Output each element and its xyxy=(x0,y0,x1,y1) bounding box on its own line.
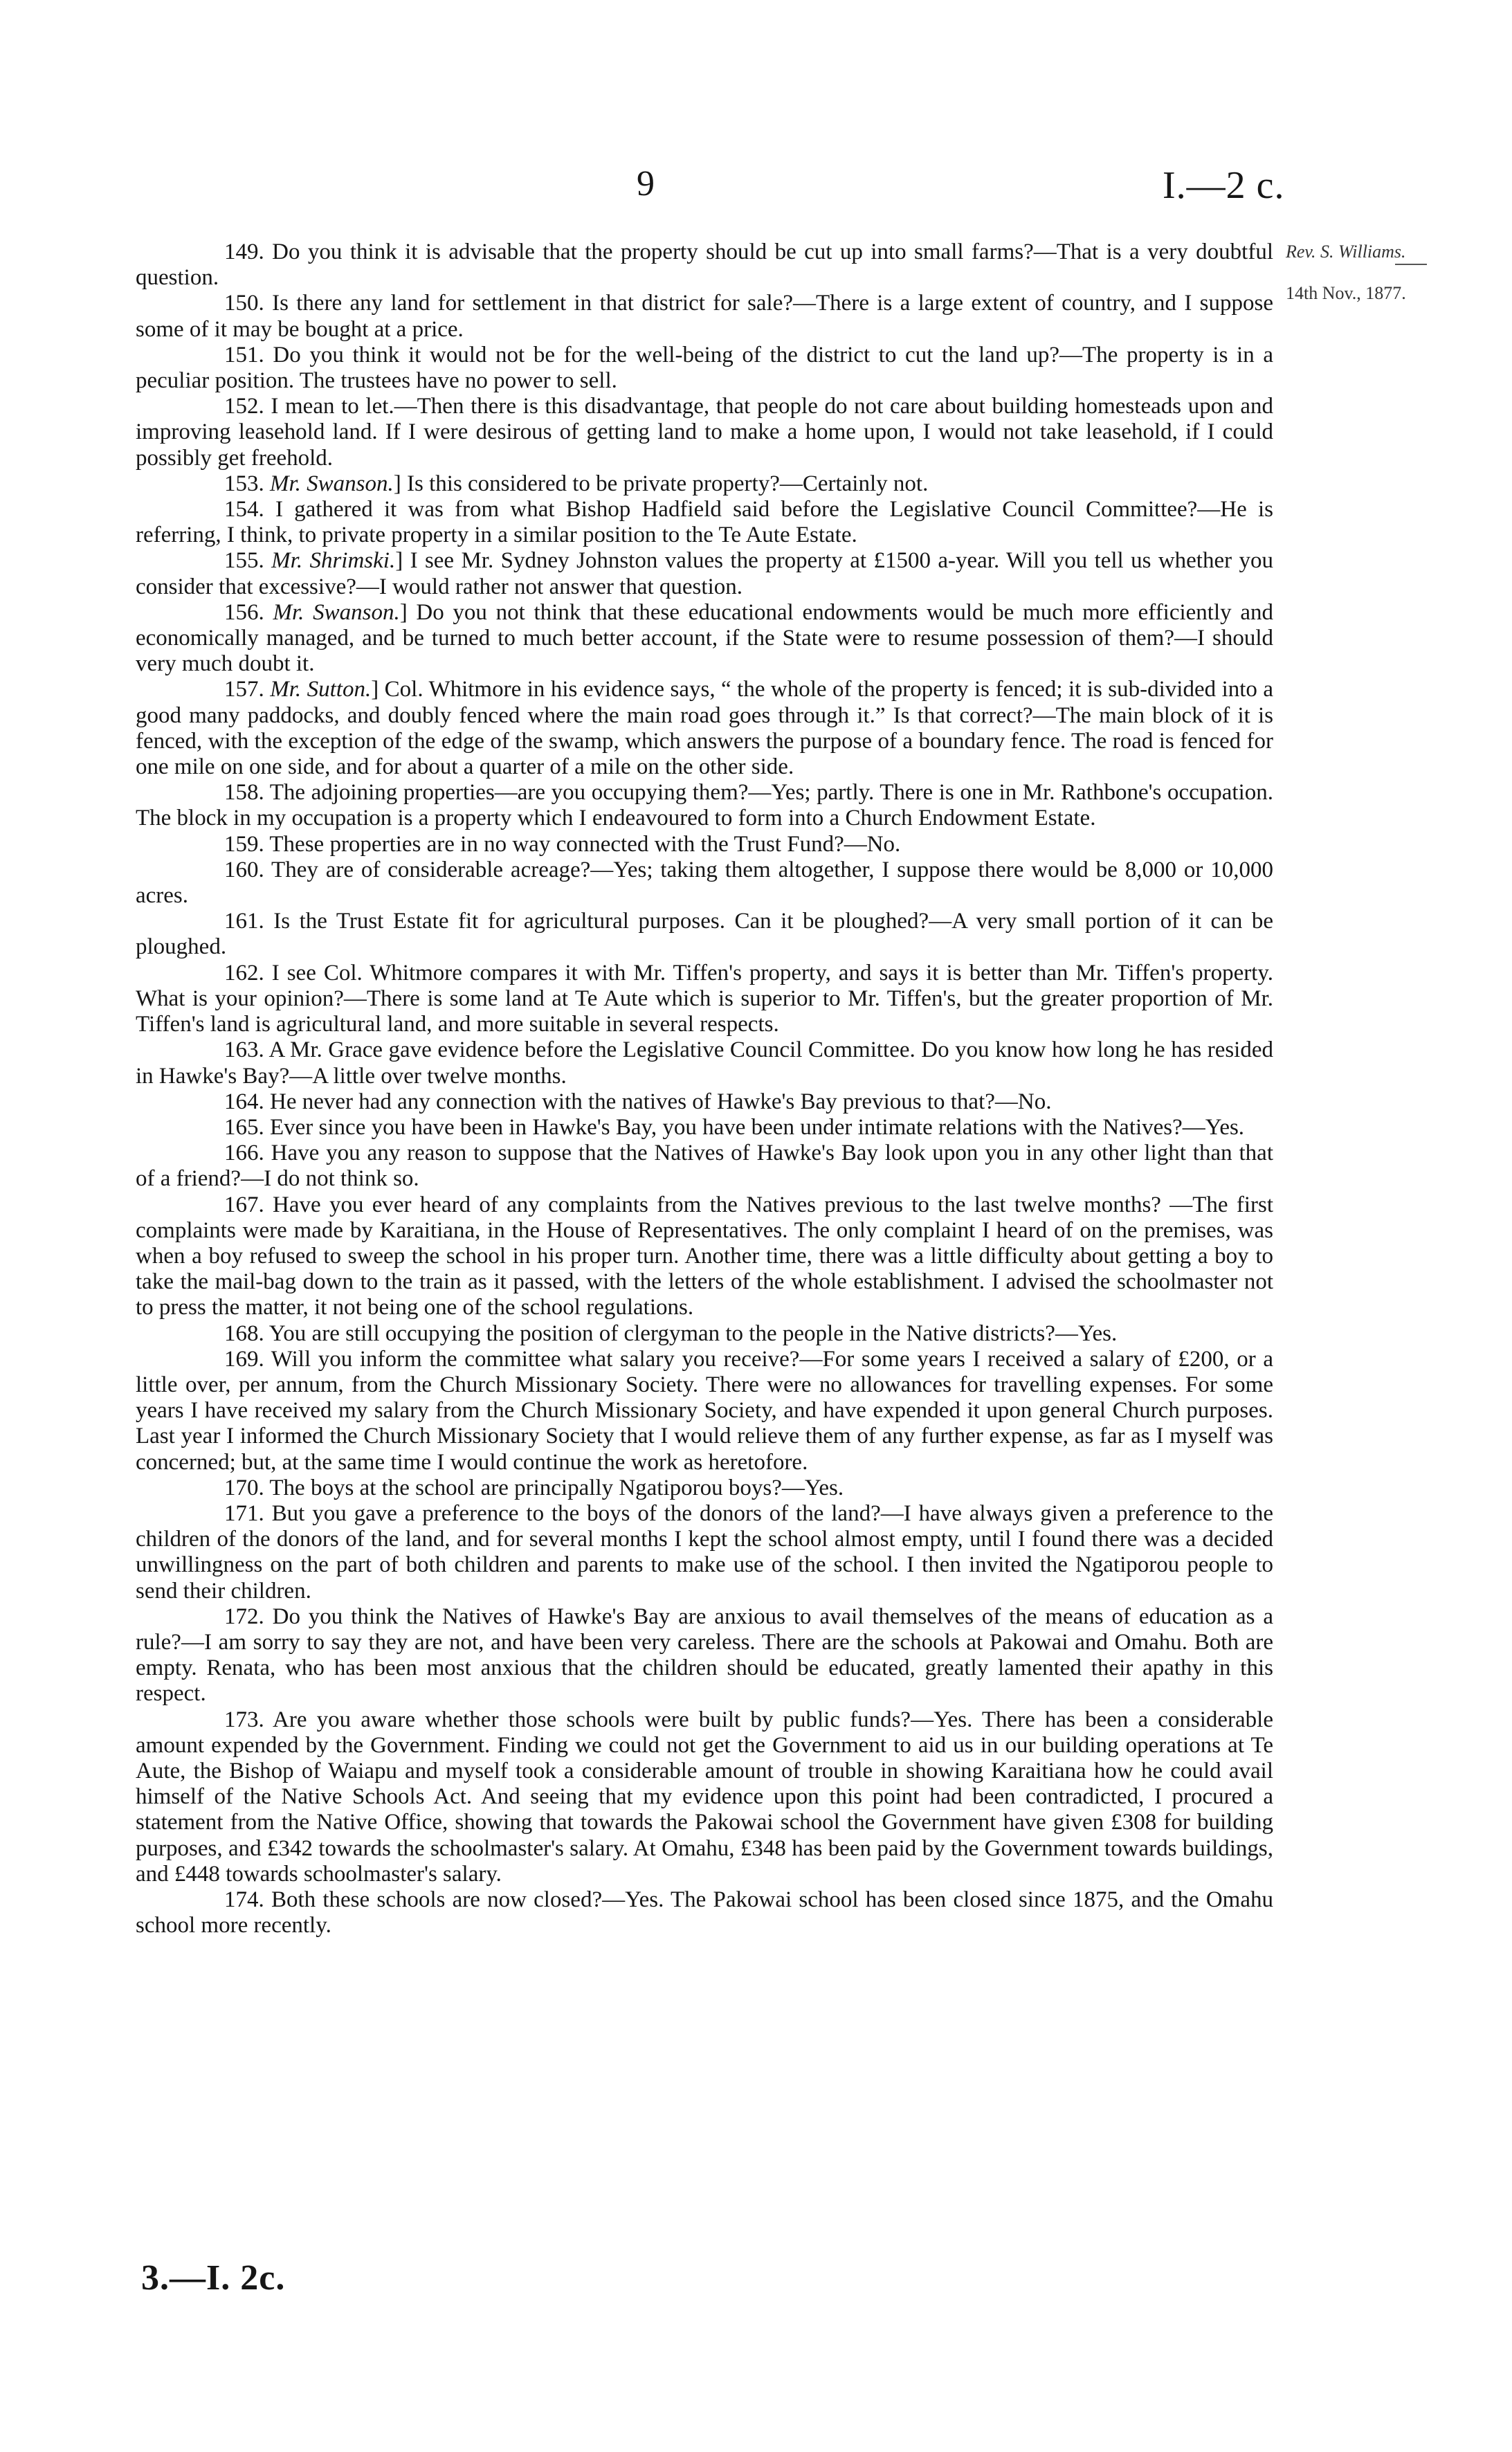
question-paragraph: 155. Mr. Shrimski.] I see Mr. Sydney Johnston values the property at £1500 a-year. Will you tell us whether you consider that excessive?—I would rather not answer that question. xyxy=(136,548,1273,599)
page-header xyxy=(0,163,1512,219)
question-paragraph: 166. Have you any reason to suppose that the Natives of Hawke's Bay look upon you in any other light than that of a friend?—I do not think so. xyxy=(136,1141,1273,1192)
paragraph-text: ] I see Mr. Sydney Johnston values the property at £1500 a-year. Will you tell us whether you consider that excessive?—I would rather not answer that question. xyxy=(136,548,1273,599)
question-paragraph: 156. Mr. Swanson.] Do you not think that these educational endowments would be much more efficiently and economically managed, and be turned to much better account, if the State were to resume possession of them?—I should very much doubt it. xyxy=(136,599,1273,677)
question-paragraph: 160. They are of considerable acreage?—Yes; taking them altogether, I suppose there would be 8,000 or 10,000 acres. xyxy=(136,857,1273,909)
speaker-name: Mr. Sutton. xyxy=(270,677,372,702)
question-paragraph: 152. I mean to let.—Then there is this disadvantage, that people do not care about building homesteads upon and improving leasehold land. If I were desirous of getting land to make a home upon, I would not take leasehold, if I could possibly get freehold. xyxy=(136,394,1273,471)
printer-signature: 3.—I. 2c. xyxy=(141,2258,286,2298)
question-paragraph: 161. Is the Trust Estate fit for agricultural purposes. Can it be ploughed?—A very small portion of it can be ploughed. xyxy=(136,909,1273,960)
question-paragraph: 154. I gathered it was from what Bishop Hadfield said before the Legislative Council Committee?—He is referring, I think, to private property in a similar position to the Te Aute Estate. xyxy=(136,497,1273,548)
margin-note-rule xyxy=(1395,264,1427,265)
paragraph-text: ] Col. Whitmore in his evidence says, “ the whole of the property is fenced; it is sub-divided into a good many paddocks, and doubly fenced where the main road goes through it.” Is that correct?—The main block of it is fenced, with the exception of the edge of the swamp, which answers the purpose of a boundary fence. The road is fenced for one mile on one side, and for about a quarter of a mile on the other side. xyxy=(136,677,1274,780)
question-paragraph: 157. Mr. Sutton.] Col. Whitmore in his evidence says, “ the whole of the property is fenced; it is sub-divided into a good many paddocks, and doubly fenced where the main road goes through it.” Is that correct?—The main block of it is fenced, with the exception of the edge of the swamp, which answers the purpose of a boundary fence. The road is fenced for one mile on one side, and for about a quarter of a mile on the other side. xyxy=(136,677,1274,780)
speaker-name: Mr. Swanson. xyxy=(270,471,394,496)
question-paragraph: 173. Are you aware whether those schools were built by public funds?—Yes. There has been a considerable amount expended by the Government. Finding we could not get the Government to aid us in our building operations at Te Aute, the Bishop of Waiapu and myself took a considerable amount of trouble in showing Karaitiana how he could avail himself of the Native Schools Act. And seeing that my evidence upon this point had been contradicted, I procured a statement from the Native Office, showing that towards the Pakowai school the Government have given £308 for building purposes, and £342 towards the schoolmaster's salary. At Omahu, £348 has been paid by the Government towards buildings, and £448 towards schoolmaster's salary. xyxy=(136,1707,1273,1887)
question-paragraph: 171. But you gave a preference to the boys of the donors of the land?—I have always given a preference to the children of the donors of the land, and for several months I kept the school almost empty, until I found there was a decided unwillingness on the part of both children and parents to make use of the school. I then invited the Ngatiporou people to send their children. xyxy=(136,1500,1273,1604)
question-paragraph: 164. He never had any connection with the natives of Hawke's Bay previous to that?—No. xyxy=(224,1089,1052,1114)
question-paragraph: 169. Will you inform the committee what salary you receive?—For some years I received a salary of £200, or a little over, per annum, from the Church Missionary Society. There were no allowances for travelling expenses. For some years I have received my salary from the Church Missionary Society, and have expended it upon general Church purposes. Last year I informed the Church Missionary Society that I would relieve them of any further expense, as far as I myself was concerned; but, at the same time I would continue the work as heretofore. xyxy=(136,1346,1273,1475)
question-paragraph: 150. Is there any land for settlement in that district for sale?—There is a large extent of country, and I suppose some of it may be bought at a price. xyxy=(136,291,1273,342)
page-number: 9 xyxy=(637,164,655,203)
question-paragraph: 151. Do you think it would not be for the well-being of the district to cut the land up?—The property is in a peculiar position. The trustees have no power to sell. xyxy=(136,342,1273,394)
question-paragraph: 165. Ever since you have been in Hawke's Bay, you have been under intimate relations with the Natives?—Yes. xyxy=(224,1114,1245,1140)
paragraph-text: ] Do you not think that these educational endowments would be much more efficiently and economically managed, and be turned to much better account, if the State were to resume possession of them?—I should very much doubt it. xyxy=(136,599,1273,677)
question-paragraph: 163. A Mr. Grace gave evidence before the Legislative Council Committee. Do you know how long he has resided in Hawke's Bay?—A little over twelve months. xyxy=(136,1037,1273,1089)
question-paragraph: 153. Mr. Swanson.] Is this considered to be private property?—Certainly not. xyxy=(224,471,929,496)
paper-series-id: I.—2 c. xyxy=(1163,164,1285,207)
question-paragraph: 158. The adjoining properties—are you occupying them?—Yes; partly. There is one in Mr. Rathbone's occupation. The block in my occupation is a property which I endeavoured to form into a Church Endowment Estate. xyxy=(136,780,1273,831)
speaker-name: Mr. Swanson. xyxy=(273,599,400,625)
margin-note-date: 14th Nov., 1877. xyxy=(1286,283,1406,303)
question-paragraph: 162. I see Col. Whitmore compares it with Mr. Tiffen's property, and says it is better than Mr. Tiffen's property. What is your opinion?—There is some land at Te Aute which is superior to Mr. Tiffen's, but the greater proportion of Mr. Tiffen's land is agricultural land, and more suitable in several respects. xyxy=(136,960,1273,1037)
question-paragraph: 174. Both these schools are now closed?—Yes. The Pakowai school has been closed since 1875, and the Omahu school more recently. xyxy=(136,1887,1273,1938)
speaker-name: Mr. Shrimski. xyxy=(271,548,396,574)
question-paragraph: 149. Do you think it is advisable that the property should be cut up into small farms?—That is a very doubtful question. xyxy=(136,239,1273,291)
question-paragraph: 159. These properties are in no way connected with the Trust Fund?—No. xyxy=(224,831,901,857)
question-paragraph: 172. Do you think the Natives of Hawke's Bay are anxious to avail themselves of the means of education as a rule?—I am sorry to say they are not, and have been very careless. There are the schools at Pakowai and Omahu. Both are empty. Renata, who has been most anxious that the children should be educated, greatly lamented their apathy in this respect. xyxy=(136,1604,1273,1707)
question-paragraph: 168. You are still occupying the position of clergyman to the people in the Native districts?—Yes. xyxy=(224,1320,1118,1346)
evidence-body xyxy=(136,239,1273,1938)
paragraph-text: ] Is this considered to be private property?—Certainly not. xyxy=(393,471,929,496)
margin-note-witness: Rev. S. Williams. xyxy=(1286,242,1406,262)
question-paragraph: 167. Have you ever heard of any complaints from the Natives previous to the last twelve months? —The first complaints were made by Karaitiana, in the House of Representatives. The only complaint I heard of on the premises, was when a boy refused to sweep the school in his proper turn. Another time, there was a little difficulty about getting a boy to take the mail-bag down to the train as it passed, with the letters of the whole establishment. I advised the schoolmaster not to press the matter, it not being one of the school regulations. xyxy=(136,1192,1273,1320)
question-paragraph: 170. The boys at the school are principally Ngatiporou boys?—Yes. xyxy=(224,1475,844,1500)
